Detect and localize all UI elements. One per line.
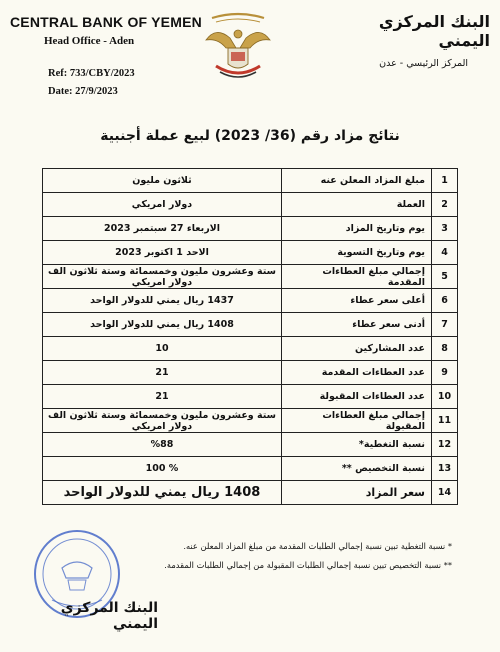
- row-label: مبلغ المزاد المعلن عنه: [282, 169, 432, 193]
- row-number: 14: [432, 481, 458, 505]
- row-label: نسبة التغطية*: [282, 433, 432, 457]
- row-number: 4: [432, 241, 458, 265]
- row-number: 13: [432, 457, 458, 481]
- row-value: % 100: [43, 457, 282, 481]
- row-label: عدد العطاءات المقدمة: [282, 361, 432, 385]
- table-row: [43, 385, 458, 409]
- row-label: عدد العطاءات المقبولة: [282, 385, 432, 409]
- row-value: دولار امريكي: [43, 193, 282, 217]
- table-row: [43, 313, 458, 337]
- table-row: [43, 241, 458, 265]
- table-row: [43, 457, 458, 481]
- bank-name-ar: البنك المركزي اليمني: [378, 12, 490, 50]
- auction-results-table: [42, 168, 458, 505]
- row-number: 2: [432, 193, 458, 217]
- row-value: 10: [43, 337, 282, 361]
- row-label: سعر المزاد: [282, 481, 432, 505]
- row-label: أعلى سعر عطاء: [282, 289, 432, 313]
- row-value: 21: [43, 385, 282, 409]
- table-row: [43, 193, 458, 217]
- row-label: أدنى سعر عطاء: [282, 313, 432, 337]
- office-ar: المركز الرئيسي - عدن: [379, 58, 468, 69]
- row-value: 1408 ريال يمني للدولار الواحد: [43, 481, 282, 505]
- office-en: Head Office - Aden: [44, 35, 135, 47]
- table-row: [43, 169, 458, 193]
- row-value: 21: [43, 361, 282, 385]
- row-number: 12: [432, 433, 458, 457]
- row-value: ستة وعشرون مليون وخمسمائة وستة ثلاثون الف دولار امريكي: [43, 409, 282, 433]
- bank-name-en: CENTRAL BANK OF YEMEN: [10, 14, 202, 30]
- table-row: [43, 433, 458, 457]
- row-label: إجمالي مبلغ العطاءات المقدمة: [282, 265, 432, 289]
- row-value: %88: [43, 433, 282, 457]
- row-label: العملة: [282, 193, 432, 217]
- row-value: ستة وعشرون مليون وخمسمائة وستة ثلاثون الف دولار امريكي: [43, 265, 282, 289]
- header-arabic: [325, 12, 490, 69]
- signature-text: البنك المركزي اليمني: [60, 600, 158, 632]
- row-number: 6: [432, 289, 458, 313]
- row-label: عدد المشاركين: [282, 337, 432, 361]
- row-value: الاحد 1 اكتوبر 2023: [43, 241, 282, 265]
- row-number: 8: [432, 337, 458, 361]
- row-number: 3: [432, 217, 458, 241]
- table-row: [43, 361, 458, 385]
- yemen-eagle-emblem-icon: [202, 8, 274, 86]
- footnote-coverage: * نسبة التغطية تبين نسبة إجمالي الطلبات المقدمة من مبلغ المزاد المعلن عنه.: [183, 541, 452, 551]
- table-row: [43, 289, 458, 313]
- row-number: 11: [432, 409, 458, 433]
- row-label: يوم وتاريخ التسوية: [282, 241, 432, 265]
- table-row: [43, 481, 458, 505]
- row-number: 10: [432, 385, 458, 409]
- row-value: 1408 ريال يمني للدولار الواحد: [43, 313, 282, 337]
- document-title: نتائج مزاد رقم (36/ 2023) لبيع عملة أجنبية: [100, 128, 400, 144]
- row-value: ثلاثون مليون: [43, 169, 282, 193]
- table-row: [43, 265, 458, 289]
- row-value: 1437 ريال يمني للدولار الواحد: [43, 289, 282, 313]
- header-english: [10, 14, 210, 101]
- table-row: [43, 337, 458, 361]
- footnote-allocation: ** نسبة التخصيص تبين نسبة إجمالي الطلبات المقبولة من إجمالي الطلبات المقدمة.: [164, 560, 452, 570]
- row-number: 7: [432, 313, 458, 337]
- row-number: 9: [432, 361, 458, 385]
- row-value: الاربعاء 27 سبتمبر 2023: [43, 217, 282, 241]
- row-label: نسبة التخصيص **: [282, 457, 432, 481]
- row-number: 1: [432, 169, 458, 193]
- reference-number: Ref: 733/CBY/2023: [48, 68, 135, 79]
- row-number: 5: [432, 265, 458, 289]
- row-label: يوم وتاريخ المزاد: [282, 217, 432, 241]
- table-row: [43, 217, 458, 241]
- table-row: [43, 409, 458, 433]
- document-date: Date: 27/9/2023: [48, 86, 118, 97]
- row-label: إجمالي مبلغ العطاءات المقبولة: [282, 409, 432, 433]
